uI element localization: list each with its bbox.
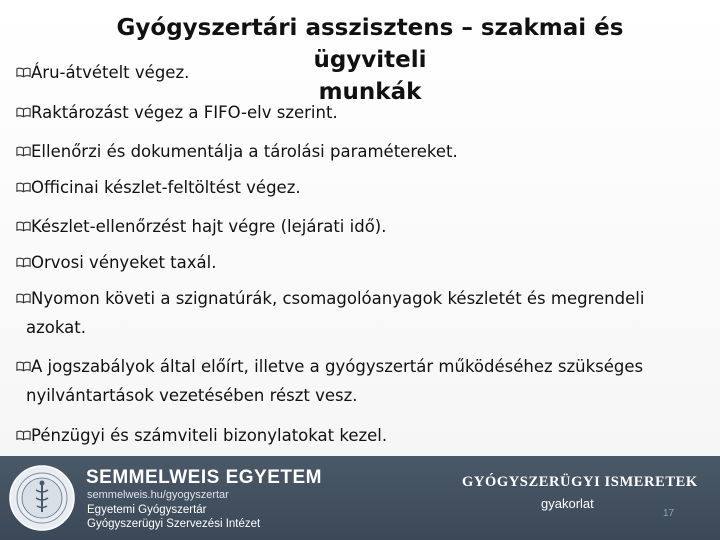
bullet-text-continuation: nyilvántartások vezetésében részt vesz. [26, 386, 358, 405]
bullet-text: Officinai készlet-feltöltést végez. [31, 178, 301, 197]
bullet-item [16, 211, 706, 242]
bullet-text: Raktározást végez a FIFO-elv szerint. [31, 103, 338, 122]
course-title: GYÓGYSZERÜGYI ISMERETEK [462, 474, 698, 490]
bullet-text: Pénzügyi és számviteli bizonylatokat kezel. [31, 426, 388, 445]
book-bullet-icon [16, 105, 31, 120]
bullet-item [16, 247, 706, 278]
footer-band [0, 456, 720, 540]
bullet-item [16, 284, 706, 342]
department-line2: Gyógyszerügyi Szervezési Intézet [87, 518, 261, 530]
book-bullet-icon [16, 144, 31, 159]
bullet-text: Orvosi vényeket taxál. [31, 253, 217, 272]
book-bullet-icon [16, 65, 31, 80]
bullet-text: Ellenőrzi és dokumentálja a tárolási paramétereket. [31, 142, 458, 161]
book-bullet-icon [16, 219, 31, 234]
university-url: semmelweis.hu/gyogyszertar [87, 489, 229, 501]
semmelweis-seal-icon [8, 464, 76, 532]
bullet-item [16, 352, 706, 410]
book-bullet-icon [16, 291, 31, 306]
book-bullet-icon [16, 428, 31, 443]
slide-title-line2: munkák [318, 79, 422, 105]
bullet-item [16, 57, 706, 88]
department-line1: Egyetemi Gyógyszertár [87, 504, 207, 516]
bullet-text: Készlet-ellenőrzést hajt végre (lejárati idő). [31, 217, 387, 236]
book-bullet-icon [16, 180, 31, 195]
university-name: SEMMELWEIS EGYETEM [86, 467, 322, 488]
bullet-text: A jogszabályok által előírt, illetve a gyógyszertár működéséhez szükséges [31, 357, 644, 376]
bullet-item [16, 420, 706, 451]
bullet-text-continuation: azokat. [26, 318, 86, 337]
book-bullet-icon [16, 359, 31, 374]
book-bullet-icon [16, 255, 31, 270]
slide-title-line1: Gyógyszertári asszisztens – szakmai és ügyviteli [116, 15, 624, 73]
page-number: 17 [663, 508, 675, 519]
bullet-text: Nyomon követi a szignatúrák, csomagolóanyagok készletét és megrendeli [31, 289, 645, 308]
bullet-item [16, 97, 706, 128]
bullet-text: Áru-átvételt végez. [31, 63, 190, 82]
bullet-item [16, 172, 706, 203]
bullet-item [16, 136, 706, 167]
course-subtitle: gyakorlat [541, 496, 594, 511]
